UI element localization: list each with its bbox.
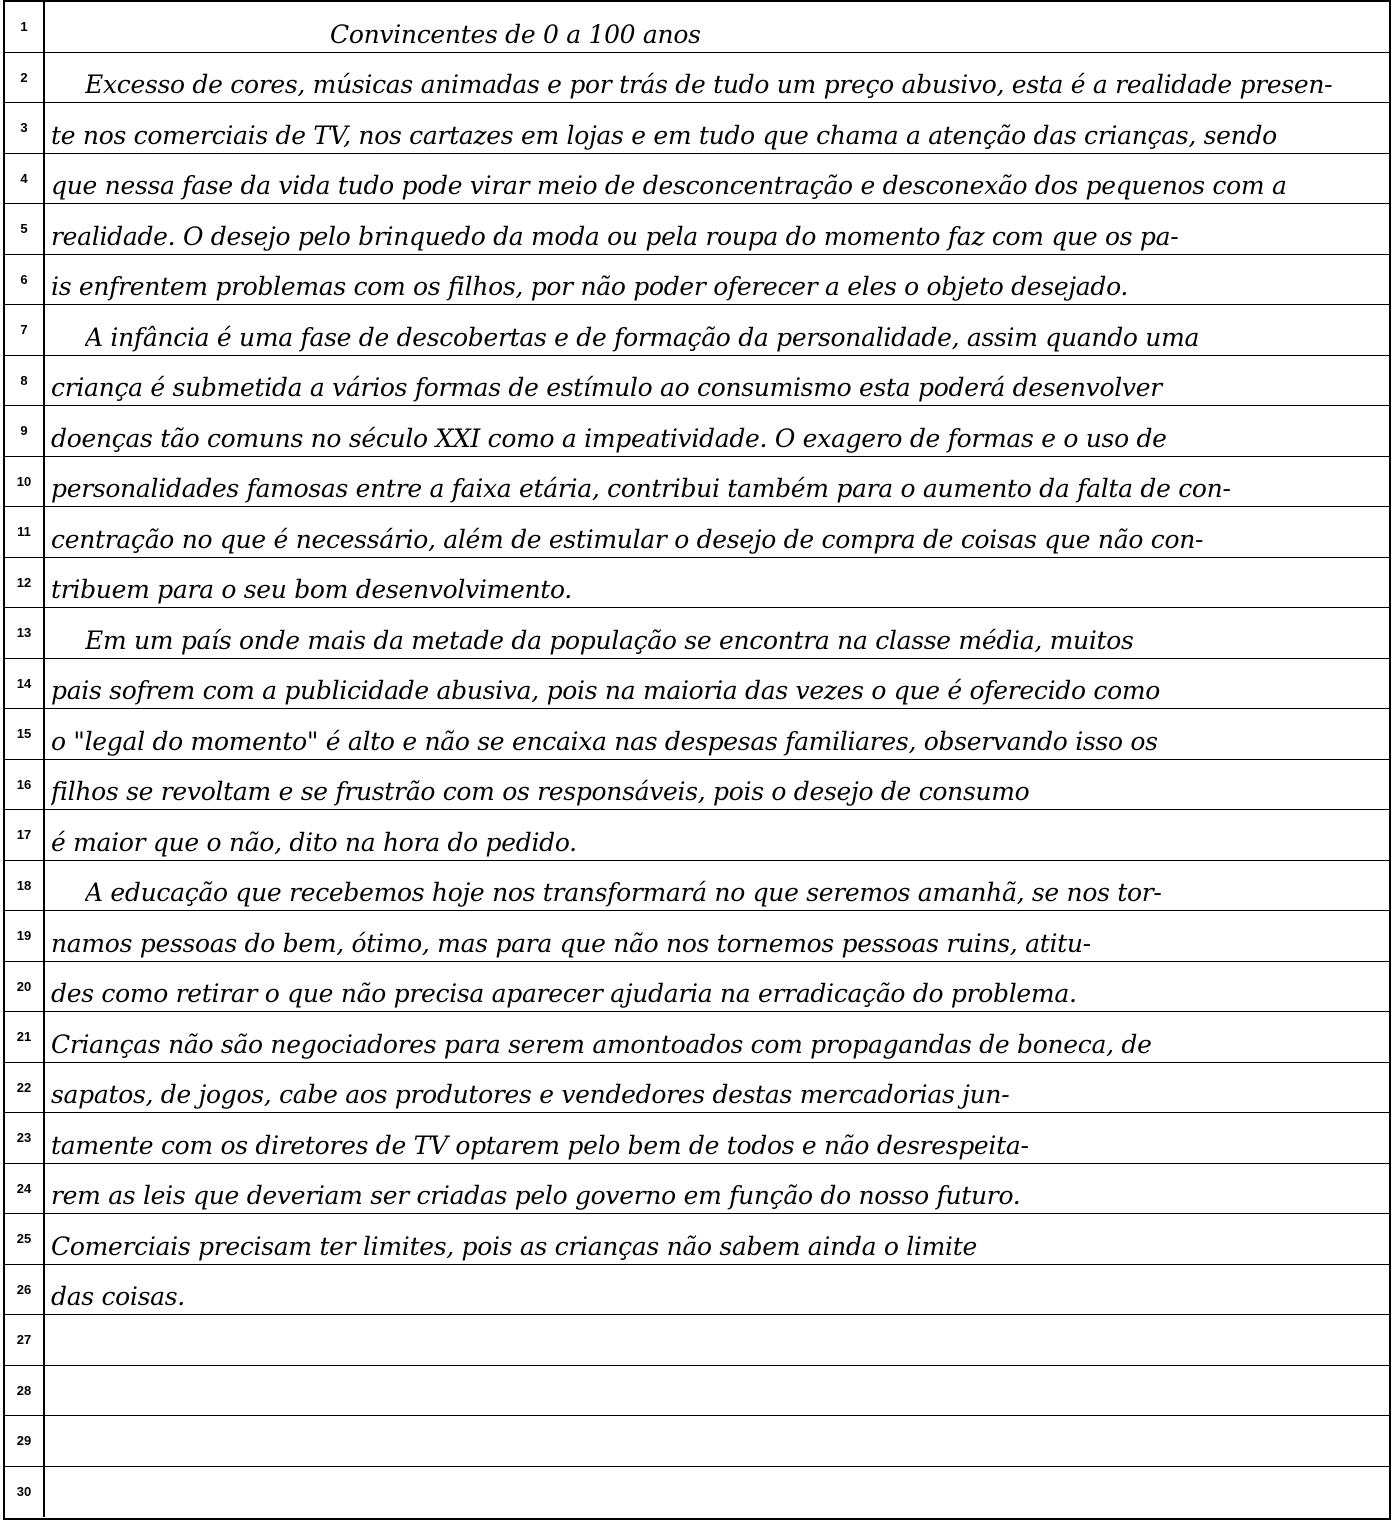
line-writing-area: [45, 1214, 1389, 1264]
line-writing-area: [45, 1113, 1389, 1163]
line-number: 15: [5, 709, 45, 759]
line-number: 20: [5, 962, 45, 1012]
line-number: 5: [5, 204, 45, 254]
line-number: 19: [5, 911, 45, 961]
essay-line: [5, 1214, 1389, 1265]
line-writing-area: [45, 1366, 1389, 1416]
handwritten-text: des como retirar o que não precisa aparecer ajudaria na erradicação do problema.: [51, 979, 1077, 1008]
handwritten-text: A educação que recebemos hoje nos transformará no que seremos amanhã, se nos tor-: [85, 878, 1162, 907]
line-writing-area: [45, 103, 1389, 153]
essay-line: [5, 255, 1389, 306]
essay-line: [5, 356, 1389, 407]
handwritten-text: criança é submetida a vários formas de estímulo ao consumismo esta poderá desenvolver: [51, 373, 1162, 402]
line-number: 14: [5, 659, 45, 709]
line-number: 8: [5, 356, 45, 406]
essay-line: [5, 861, 1389, 912]
line-number: 2: [5, 53, 45, 103]
line-number: 18: [5, 861, 45, 911]
line-number: 9: [5, 406, 45, 456]
essay-line: [5, 709, 1389, 760]
line-writing-area: [45, 1416, 1389, 1466]
line-number: 11: [5, 507, 45, 557]
handwritten-text: é maior que o não, dito na hora do pedido.: [51, 827, 577, 857]
essay-line: [5, 608, 1389, 659]
line-writing-area: [45, 760, 1389, 810]
handwritten-text: Comerciais precisam ter limites, pois as crianças não sabem ainda o limite: [51, 1231, 977, 1261]
handwritten-text: rem as leis que deveriam ser criadas pelo governo em função do nosso futuro.: [51, 1181, 1021, 1210]
essay-sheet: [3, 0, 1391, 1520]
line-number: 23: [5, 1113, 45, 1163]
essay-line: [5, 507, 1389, 558]
line-writing-area: [45, 659, 1389, 709]
handwritten-text: centração no que é necessário, além de estimular o desejo de compra de coisas que não con-: [51, 524, 1204, 554]
line-number: 4: [5, 154, 45, 204]
essay-line: [5, 1265, 1389, 1316]
line-number: 30: [5, 1467, 45, 1518]
line-writing-area: [45, 2, 1389, 52]
line-writing-area: [45, 1063, 1389, 1113]
line-number: 26: [5, 1265, 45, 1315]
line-writing-area: [45, 154, 1389, 204]
essay-line: [5, 1315, 1389, 1366]
line-number: 17: [5, 810, 45, 860]
line-number: 29: [5, 1416, 45, 1466]
line-writing-area: [45, 608, 1389, 658]
essay-line: [5, 1113, 1389, 1164]
line-writing-area: [45, 204, 1389, 254]
handwritten-text: doenças tão comuns no século XXI como a impeatividade. O exagero de formas e o uso de: [51, 423, 1167, 453]
essay-line: [5, 305, 1389, 356]
essay-line: [5, 911, 1389, 962]
handwritten-text: A infância é uma fase de descobertas e de formação da personalidade, assim quando uma: [85, 322, 1200, 352]
essay-title: Convincentes de 0 a 100 anos: [330, 19, 701, 49]
line-number: 7: [5, 305, 45, 355]
line-writing-area: [45, 861, 1389, 911]
essay-line: [5, 1366, 1389, 1417]
essay-line: [5, 204, 1389, 255]
handwritten-text: pais sofrem com a publicidade abusiva, pois na maioria das vezes o que é oferecido como: [51, 676, 1160, 705]
line-number: 27: [5, 1315, 45, 1365]
line-writing-area: [45, 507, 1389, 557]
handwritten-text: das coisas.: [51, 1282, 185, 1311]
essay-line: [5, 406, 1389, 457]
line-number: 21: [5, 1012, 45, 1062]
line-writing-area: [45, 255, 1389, 305]
line-number: 28: [5, 1366, 45, 1416]
essay-lines: [5, 2, 1389, 1518]
line-number: 24: [5, 1164, 45, 1214]
handwritten-text: namos pessoas do bem, ótimo, mas para que não nos tornemos pessoas ruins, atitu-: [51, 928, 1091, 958]
handwritten-text: o "legal do momento" é alto e não se encaixa nas despesas familiares, observando isso os: [51, 726, 1158, 756]
line-writing-area: [45, 558, 1389, 608]
line-writing-area: [45, 911, 1389, 961]
line-writing-area: [45, 1164, 1389, 1214]
essay-line: [5, 103, 1389, 154]
essay-line: [5, 1012, 1389, 1063]
line-number: 10: [5, 457, 45, 507]
line-writing-area: [45, 810, 1389, 860]
handwritten-text: realidade. O desejo pelo brinquedo da moda ou pela roupa do momento faz com que os pa-: [51, 221, 1179, 251]
line-number: 13: [5, 608, 45, 658]
line-writing-area: [45, 53, 1389, 103]
essay-line: [5, 558, 1389, 609]
essay-line: [5, 1063, 1389, 1114]
line-writing-area: [45, 1315, 1389, 1365]
line-writing-area: [45, 305, 1389, 355]
handwritten-text: Excesso de cores, músicas animadas e por trás de tudo um preço abusivo, esta é a realidade presen-: [85, 70, 1333, 99]
line-number: 25: [5, 1214, 45, 1264]
handwritten-text: tribuem para o seu bom desenvolvimento.: [51, 575, 572, 604]
essay-line: [5, 760, 1389, 811]
line-number: 3: [5, 103, 45, 153]
line-number: 6: [5, 255, 45, 305]
line-writing-area: [45, 457, 1389, 507]
line-number: 1: [5, 2, 45, 52]
handwritten-text: is enfrentem problemas com os filhos, por não poder oferecer a eles o objeto desejado.: [51, 272, 1129, 301]
line-writing-area: [45, 406, 1389, 456]
essay-line: [5, 2, 1389, 53]
essay-line: [5, 810, 1389, 861]
line-number: 22: [5, 1063, 45, 1113]
line-number: 16: [5, 760, 45, 810]
essay-line: [5, 53, 1389, 104]
handwritten-text: que nessa fase da vida tudo pode virar meio de desconcentração e desconexão dos pequenos com a: [51, 171, 1287, 200]
handwritten-text: tamente com os diretores de TV optarem pelo bem de todos e não desrespeita-: [51, 1130, 1029, 1160]
line-writing-area: [45, 1265, 1389, 1315]
essay-line: [5, 457, 1389, 508]
line-writing-area: [45, 709, 1389, 759]
handwritten-text: filhos se revoltam e se frustrão com os responsáveis, pois o desejo de consumo: [51, 777, 1030, 806]
handwritten-text: personalidades famosas entre a faixa etária, contribui também para o aumento da falta de con-: [51, 474, 1231, 503]
handwritten-text: Em um país onde mais da metade da população se encontra na classe média, muitos: [85, 625, 1134, 655]
essay-line: [5, 962, 1389, 1013]
line-number: 12: [5, 558, 45, 608]
line-writing-area: [45, 356, 1389, 406]
essay-line: [5, 154, 1389, 205]
essay-line: [5, 1164, 1389, 1215]
handwritten-text: Crianças não são negociadores para serem amontoados com propagandas de boneca, de: [51, 1029, 1152, 1059]
handwritten-text: sapatos, de jogos, cabe aos produtores e vendedores destas mercadorias jun-: [51, 1080, 1010, 1109]
handwritten-text: te nos comerciais de TV, nos cartazes em lojas e em tudo que chama a atenção das crianças, sendo: [51, 120, 1277, 150]
line-writing-area: [45, 1467, 1389, 1518]
line-writing-area: [45, 1012, 1389, 1062]
essay-line: [5, 1416, 1389, 1467]
line-writing-area: [45, 962, 1389, 1012]
essay-line: [5, 659, 1389, 710]
essay-line: [5, 1467, 1389, 1518]
